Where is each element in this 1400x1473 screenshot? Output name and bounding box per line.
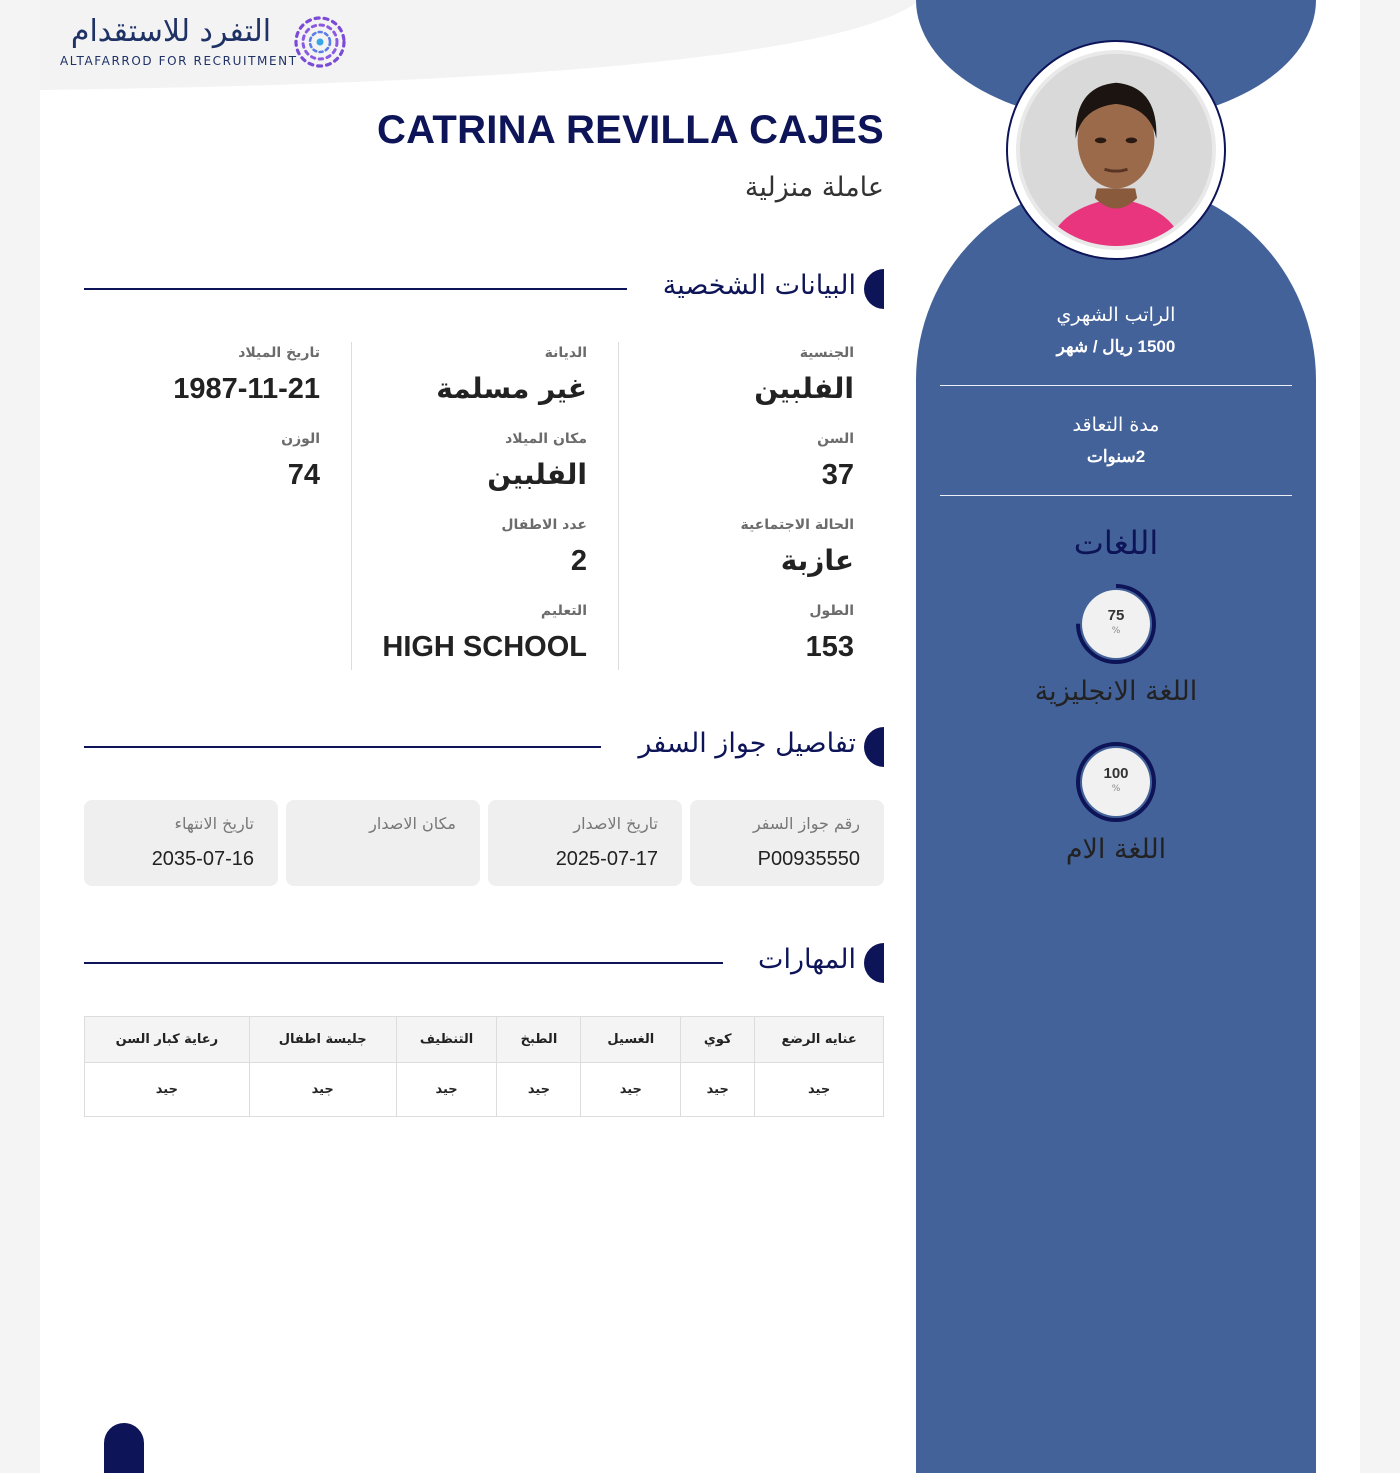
english-level-unit: % xyxy=(1111,626,1121,636)
issue-place-label: مكان الاصدار xyxy=(369,814,456,833)
candidate-name: CATRINA REVILLA CAJES xyxy=(376,108,884,152)
english-level-value: 75 xyxy=(1107,607,1125,624)
mother-tongue-level-unit: % xyxy=(1111,784,1121,794)
english-gauge-ring xyxy=(1074,582,1158,666)
skill-rating: جيد xyxy=(755,1063,884,1117)
cv-page xyxy=(40,0,1360,1473)
birth-date-value: 1987-11-21 xyxy=(173,373,320,405)
skill-rating: جيد xyxy=(497,1063,581,1117)
skill-rating: جيد xyxy=(249,1063,396,1117)
nationality-label: الجنسية xyxy=(799,345,854,361)
section-skills-title: المهارات xyxy=(758,944,856,975)
height-value: 153 xyxy=(805,631,854,663)
religion-label: الديانة xyxy=(544,345,587,361)
mother-tongue-gauge-ring xyxy=(1074,740,1158,824)
religion-value: غير مسلمة xyxy=(436,372,587,405)
skill-rating: جيد xyxy=(581,1063,681,1117)
children-value: 2 xyxy=(570,545,587,577)
skills-header-row xyxy=(85,1017,884,1063)
sidebar xyxy=(916,0,1316,1473)
logo-english-text: ALTAFARROD FOR RECRUITMENT xyxy=(60,54,298,68)
mother-tongue-name: اللغة الام xyxy=(1065,834,1167,865)
skill-header: التنظيف xyxy=(396,1017,497,1063)
education-label: التعليم xyxy=(540,603,587,619)
sidebar-divider xyxy=(940,385,1292,386)
weight-label: الوزن xyxy=(281,431,320,447)
skill-header: الغسيل xyxy=(581,1017,681,1063)
age-label: السن xyxy=(817,431,854,447)
issue-date-label: تاريخ الاصدار xyxy=(573,814,658,833)
height-label: الطول xyxy=(809,603,854,619)
contract-value: 2سنوات xyxy=(1086,447,1146,466)
skills-table xyxy=(84,1016,884,1117)
birth-place-value: الفلبين xyxy=(487,458,587,491)
english-language-name: اللغة الانجليزية xyxy=(1034,676,1198,707)
salary-label: الراتب الشهري xyxy=(1056,304,1176,326)
skill-rating: جيد xyxy=(681,1063,755,1117)
birth-place-label: مكان الميلاد xyxy=(505,431,587,447)
languages-heading: اللغات xyxy=(1073,524,1159,562)
mother-tongue-gauge xyxy=(1074,740,1158,824)
skills-value-row xyxy=(85,1063,884,1117)
decorative-bottom-tab xyxy=(104,1423,144,1473)
passport-number-label: رقم جواز السفر xyxy=(752,814,860,833)
birth-date-label: تاريخ الميلاد xyxy=(238,345,320,361)
weight-value: 74 xyxy=(287,459,320,491)
expiry-date-label: تاريخ الانتهاء xyxy=(174,814,254,833)
expiry-date-value: 2035-07-16 xyxy=(151,848,254,870)
salary-value: 1500 ريال / شهر xyxy=(1056,337,1176,356)
sidebar-body xyxy=(916,180,1316,1473)
logo-arabic-text: التفرد للاستقدام xyxy=(70,14,272,49)
skill-header: رعاية كبار السن xyxy=(85,1017,250,1063)
job-title: عاملة منزلية xyxy=(744,172,884,203)
sidebar-divider xyxy=(940,495,1292,496)
person-photo-icon xyxy=(1020,54,1212,246)
mother-tongue-level-value: 100 xyxy=(1103,765,1129,782)
nationality-value: الفلبين xyxy=(754,372,854,405)
section-personal-title: البيانات الشخصية xyxy=(662,270,856,301)
expiry-date-card xyxy=(84,800,278,886)
english-level-gauge xyxy=(1074,582,1158,666)
marital-status-label: الحالة الاجتماعية xyxy=(740,517,854,533)
age-value: 37 xyxy=(821,459,854,491)
issue-date-card xyxy=(488,800,682,886)
passport-number-card xyxy=(690,800,884,886)
skill-rating: جيد xyxy=(85,1063,250,1117)
company-logo xyxy=(60,14,360,74)
profile-photo xyxy=(1016,50,1216,250)
children-label: عدد الاطفال xyxy=(501,517,587,533)
education-value: HIGH SCHOOL xyxy=(382,631,587,663)
skill-header: جليسة اطفال xyxy=(249,1017,396,1063)
skill-rating: جيد xyxy=(396,1063,497,1117)
marital-status-value: عازبة xyxy=(780,544,854,577)
skill-header: الطبخ xyxy=(497,1017,581,1063)
issue-place-card xyxy=(286,800,480,886)
section-passport-title: تفاصيل جواز السفر xyxy=(638,728,856,759)
skill-header: كوي xyxy=(681,1017,755,1063)
skill-header: عنايه الرضع xyxy=(755,1017,884,1063)
profile-photo-frame xyxy=(1006,40,1226,260)
issue-date-value: 2025-07-17 xyxy=(555,848,658,870)
contract-label: مدة التعاقد xyxy=(1072,414,1160,436)
logo-mark-icon xyxy=(292,14,348,70)
passport-number-value: P00935550 xyxy=(757,848,860,870)
